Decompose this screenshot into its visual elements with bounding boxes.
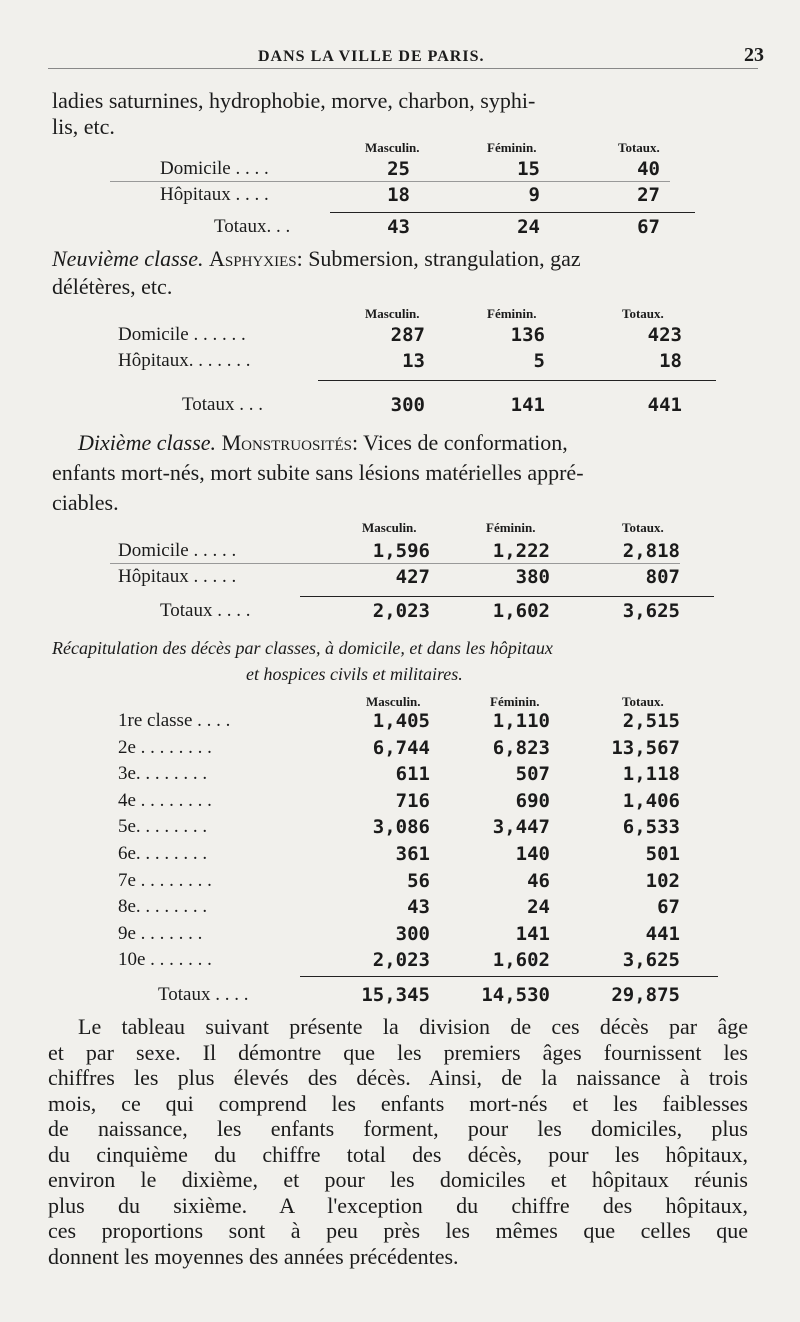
closing-line: mois, ce qui comprend les enfants mort-nés et les faiblesses xyxy=(48,1090,748,1116)
table9-cell: 423 xyxy=(647,324,682,346)
recap-cell-totaux: 1,406 xyxy=(622,790,680,812)
class9-name: Asphyxies xyxy=(209,246,297,271)
recap-row-label: 2e . . . . . . . . xyxy=(118,737,212,758)
intro-line-1: ladies saturnines, hydrophobie, morve, charbon, syphi- xyxy=(52,88,536,113)
recap-col-masculin: Masculin. xyxy=(366,694,421,709)
table10-total-label: Totaux . . . . xyxy=(160,600,251,621)
table8-total-cell: 67 xyxy=(637,216,660,238)
table8-cell: 9 xyxy=(528,184,540,206)
class10-title: Dixième classe. xyxy=(78,430,217,455)
recap-cell-masculin: 3,086 xyxy=(372,816,430,838)
recap-cell-masculin: 1,405 xyxy=(372,710,430,732)
class10-desc: : Vices de conformation, xyxy=(351,430,568,455)
page-number: 23 xyxy=(744,44,764,66)
recap-cell-totaux: 501 xyxy=(645,843,680,865)
recap-cell-totaux: 441 xyxy=(645,923,680,945)
table10-col-feminin: Féminin. xyxy=(486,520,536,535)
recap-total-rule xyxy=(300,976,718,977)
table9-total-cell: 300 xyxy=(390,394,425,416)
table10-cell: 1,596 xyxy=(372,540,430,562)
table9-total-cell: 141 xyxy=(510,394,545,416)
table9-cell: 5 xyxy=(533,350,545,372)
table10-cell: 807 xyxy=(645,566,680,588)
recap-row-label: 4e . . . . . . . . xyxy=(118,790,212,811)
table9-col-masculin: Masculin. xyxy=(365,306,420,321)
recap-cell-masculin: 611 xyxy=(395,763,430,785)
class10-heading xyxy=(78,430,568,456)
class10-name: Monstruosités xyxy=(221,430,352,455)
header-rule xyxy=(48,68,758,69)
closing-line: et par sexe. Il démontre que les premiers âges fournissent les xyxy=(48,1039,748,1065)
table9-row-label: Domicile . . . . . . xyxy=(118,324,246,345)
intro-line-2: lis, etc. xyxy=(52,114,115,139)
table10-col-masculin: Masculin. xyxy=(362,520,417,535)
recap-cell-feminin: 1,110 xyxy=(492,710,550,732)
table10-cell: 2,818 xyxy=(622,540,680,562)
class9-desc-line-2: délétères, etc. xyxy=(52,274,173,299)
class10-desc-line-2: enfants mort-nés, mort subite sans lésions matérielles appré- xyxy=(52,460,584,485)
recap-total-cell: 29,875 xyxy=(611,984,680,1006)
class9-heading xyxy=(52,246,581,272)
table8-cell: 25 xyxy=(387,158,410,180)
table8-total-cell: 43 xyxy=(387,216,410,238)
table8-cell: 15 xyxy=(517,158,540,180)
table8-total-rule xyxy=(330,212,695,213)
table9-total-cell: 441 xyxy=(647,394,682,416)
table8-col-totaux: Totaux. xyxy=(618,140,660,155)
table8-cell: 40 xyxy=(637,158,660,180)
recap-cell-totaux: 6,533 xyxy=(622,816,680,838)
class9-title: Neuvième classe. xyxy=(52,246,204,271)
table10-row-rule xyxy=(110,563,680,564)
recap-row-label: 3e. . . . . . . . xyxy=(118,763,208,784)
table9-col-totaux: Totaux. xyxy=(622,306,664,321)
recap-caption-line-1: Récapitulation des décès par classes, à domicile, et dans les hôpitaux xyxy=(52,638,553,658)
recap-cell-totaux: 3,625 xyxy=(622,949,680,971)
table10-total-cell: 2,023 xyxy=(372,600,430,622)
table9-row-label: Hôpitaux. . . . . . . xyxy=(118,350,251,371)
closing-line: plus du sixième. A l'exception du chiffre des hôpitaux, xyxy=(48,1192,748,1218)
recap-cell-feminin: 6,823 xyxy=(492,737,550,759)
recap-col-totaux: Totaux. xyxy=(622,694,664,709)
closing-line: chiffres les plus élevés des décès. Ainsi, de la naissance à trois xyxy=(48,1065,748,1090)
table10-total-cell: 1,602 xyxy=(492,600,550,622)
table10-cell: 427 xyxy=(395,566,430,588)
closing-line: donnent les moyennes des années précédentes. xyxy=(48,1243,459,1269)
recap-cell-totaux: 13,567 xyxy=(611,737,680,759)
recap-cell-totaux: 1,118 xyxy=(622,763,680,785)
class10-desc-line-3: ciables. xyxy=(52,490,119,515)
table9-total-rule xyxy=(318,380,716,381)
recap-total-cell: 14,530 xyxy=(481,984,550,1006)
table10-row-label: Domicile . . . . . xyxy=(118,540,237,561)
recap-cell-masculin: 300 xyxy=(395,923,430,945)
table9-cell: 136 xyxy=(510,324,545,346)
recap-row-label: 5e. . . . . . . . xyxy=(118,816,208,837)
recap-row-label: 10e . . . . . . . xyxy=(118,949,212,970)
recap-cell-feminin: 3,447 xyxy=(492,816,550,838)
recap-row-label: 6e. . . . . . . . xyxy=(118,843,208,864)
class9-desc: : Submersion, strangulation, gaz xyxy=(296,246,581,271)
recap-cell-feminin: 141 xyxy=(515,923,550,945)
recap-cell-feminin: 46 xyxy=(527,870,550,892)
table10-col-totaux: Totaux. xyxy=(622,520,664,535)
table10-row-label: Hôpitaux . . . . . xyxy=(118,566,237,587)
closing-line: ces proportions sont à peu près les mêmes que celles que xyxy=(48,1218,748,1243)
table10-cell: 1,222 xyxy=(492,540,550,562)
recap-cell-totaux: 102 xyxy=(645,870,680,892)
recap-col-feminin: Féminin. xyxy=(490,694,540,709)
table8-row-label: Hôpitaux . . . . xyxy=(160,184,269,205)
recap-cell-masculin: 6,744 xyxy=(372,737,430,759)
table8-cell: 18 xyxy=(387,184,410,206)
recap-row-label: 7e . . . . . . . . xyxy=(118,870,212,891)
recap-cell-masculin: 56 xyxy=(407,870,430,892)
table9-cell: 13 xyxy=(402,350,425,372)
table10-total-cell: 3,625 xyxy=(622,600,680,622)
recap-row-label: 9e . . . . . . . xyxy=(118,923,203,944)
recap-caption-line-2: et hospices civils et militaires. xyxy=(246,664,463,684)
closing-line: environ le dixième, et pour les domiciles et hôpitaux réunis xyxy=(48,1167,748,1192)
table8-col-masculin: Masculin. xyxy=(365,140,420,155)
recap-total-label: Totaux . . . . xyxy=(158,984,249,1005)
table8-row-label: Domicile . . . . xyxy=(160,158,269,179)
recap-cell-feminin: 1,602 xyxy=(492,949,550,971)
table8-col-feminin: Féminin. xyxy=(487,140,537,155)
closing-line: de naissance, les enfants forment, pour les domiciles, plus xyxy=(48,1116,748,1141)
table10-cell: 380 xyxy=(515,566,550,588)
table10-total-rule xyxy=(300,596,714,597)
recap-cell-totaux: 67 xyxy=(657,896,680,918)
table9-col-feminin: Féminin. xyxy=(487,306,537,321)
recap-row-label: 1re classe . . . . xyxy=(118,710,231,731)
recap-cell-feminin: 690 xyxy=(515,790,550,812)
table9-cell: 287 xyxy=(390,324,425,346)
table8-row-rule xyxy=(110,181,670,182)
recap-cell-masculin: 361 xyxy=(395,843,430,865)
recap-cell-feminin: 140 xyxy=(515,843,550,865)
recap-cell-feminin: 24 xyxy=(527,896,550,918)
recap-cell-feminin: 507 xyxy=(515,763,550,785)
recap-cell-masculin: 716 xyxy=(395,790,430,812)
running-header: DANS LA VILLE DE PARIS. xyxy=(258,48,485,65)
closing-line: Le tableau suivant présente la division de ces décès par âge xyxy=(78,1014,748,1039)
closing-line: du cinquième du chiffre total des décès, pour les hôpitaux, xyxy=(48,1141,748,1167)
recap-row-label: 8e. . . . . . . . xyxy=(118,896,208,917)
recap-total-cell: 15,345 xyxy=(361,984,430,1006)
table8-total-cell: 24 xyxy=(517,216,540,238)
table9-cell: 18 xyxy=(659,350,682,372)
table8-cell: 27 xyxy=(637,184,660,206)
table8-total-label: Totaux. . . xyxy=(214,216,291,237)
recap-cell-masculin: 2,023 xyxy=(372,949,430,971)
recap-cell-totaux: 2,515 xyxy=(622,710,680,732)
recap-cell-masculin: 43 xyxy=(407,896,430,918)
table9-total-label: Totaux . . . xyxy=(182,394,263,415)
